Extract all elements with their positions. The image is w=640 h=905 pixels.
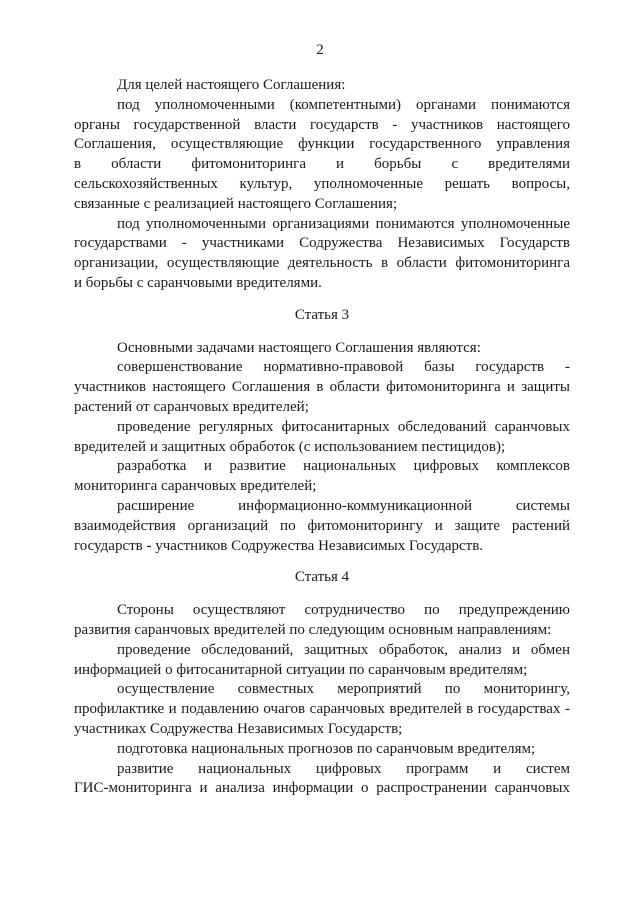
text-line: развития саранчовых вредителей по следующим основным направлениям:	[74, 621, 552, 638]
text-line: Основными задачами настоящего Соглашения являются:	[117, 339, 481, 356]
text-line: участников настоящего Соглашения в области фитомониторинга и защиты	[74, 379, 570, 396]
text-line: развитие национальных цифровых программ и систем	[117, 760, 570, 777]
text-line: сельскохозяйственных культур, уполномоченные решать вопросы,	[74, 175, 570, 192]
article-3-heading: Статья 3	[294, 306, 350, 323]
document-body	[74, 76, 570, 799]
text-line: растений от саранчовых вредителей;	[74, 398, 309, 415]
definitions-section	[74, 76, 570, 294]
text-line: государств - участников Содружества Независимых Государств.	[74, 537, 484, 554]
text-line: мониторинга саранчовых вредителей;	[74, 478, 317, 495]
text-line: проведение обследований, защитных обработок, анализ и обмен	[117, 641, 570, 658]
text-line: Соглашения, осуществляющие функции государственного управления	[74, 136, 570, 153]
text-line: подготовка национальных прогнозов по саранчовым вредителям;	[117, 740, 536, 757]
text-line: ГИС-мониторинга и анализа информации о распространении саранчовых	[74, 780, 570, 797]
text-line: в области фитомониторинга и борьбы с вредителями	[74, 156, 570, 173]
text-line: профилактике и подавлению очагов саранчовых вредителей в государствах -	[74, 701, 570, 718]
page-number: 2	[316, 42, 324, 58]
text-line: информацией о фитосанитарной ситуации по саранчовым вредителям;	[74, 661, 528, 678]
text-line: связанные с реализацией настоящего Соглашения;	[74, 195, 398, 212]
text-line: взаимодействия организаций по фитомониторингу и защите растений	[74, 517, 570, 534]
text-line: совершенствование нормативно-правовой базы государств -	[117, 359, 570, 376]
text-line: под уполномоченными (компетентными) органами понимаются	[117, 96, 570, 113]
article-3-section	[74, 339, 570, 557]
article-4-section	[74, 601, 570, 799]
text-line: органы государственной власти государств - участников настоящего	[74, 116, 570, 133]
text-line: вредителей и защитных обработок (с использованием пестицидов);	[74, 438, 506, 455]
article-4-heading: Статья 4	[294, 569, 350, 586]
text-line: и борьбы с саранчовыми вредителями.	[74, 274, 322, 291]
text-line: под уполномоченными организациями понимаются уполномоченные	[117, 215, 570, 232]
text-line: проведение регулярных фитосанитарных обследований саранчовых	[117, 418, 570, 435]
text-line: расширение информационно-коммуникационной системы	[117, 497, 570, 514]
text-line: государствами - участниками Содружества Независимых Государств	[74, 235, 570, 252]
text-line: разработка и развитие национальных цифровых комплексов	[117, 458, 570, 475]
text-line: участниках Содружества Независимых Государств;	[74, 720, 403, 737]
text-line: организации, осуществляющие деятельность в области фитомониторинга	[74, 255, 570, 272]
text-line: Стороны осуществляют сотрудничество по предупреждению	[117, 602, 570, 619]
text-line: Для целей настоящего Соглашения:	[117, 77, 346, 93]
text-line: осуществление совместных мероприятий по мониторингу,	[117, 681, 570, 698]
